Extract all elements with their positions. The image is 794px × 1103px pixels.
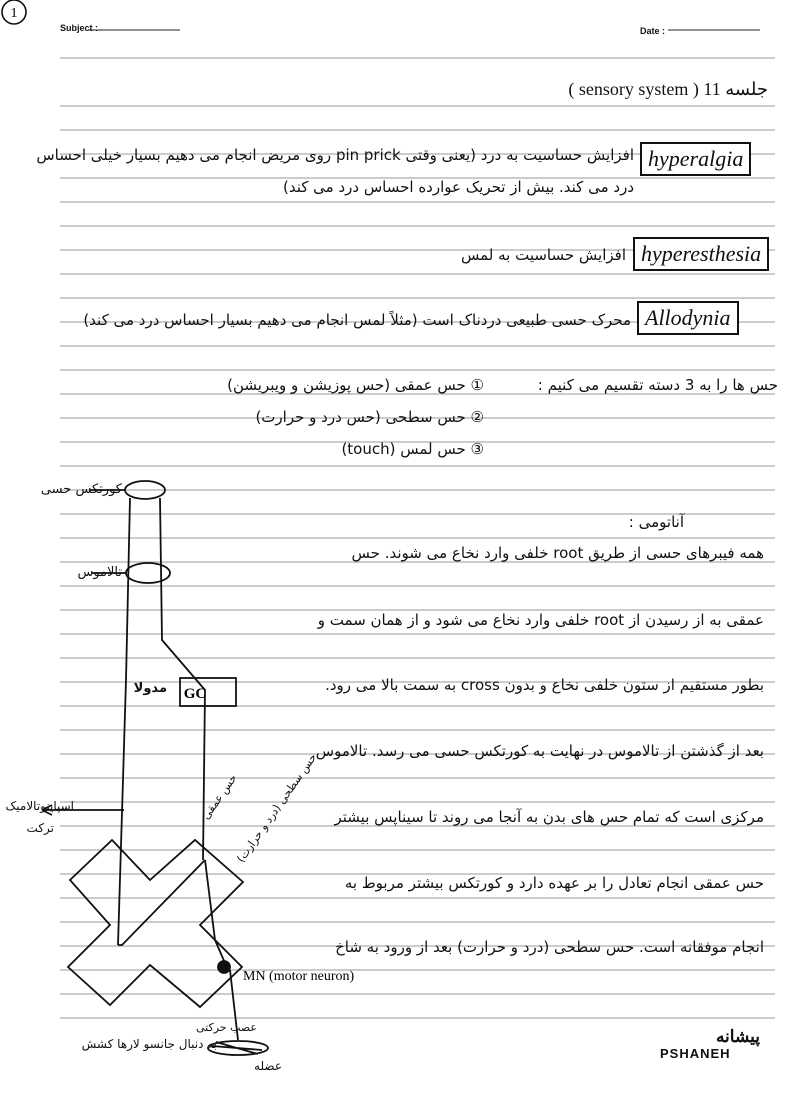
cross-line bbox=[118, 860, 205, 945]
term-box-hyperesthesia: hyperesthesia bbox=[633, 237, 769, 271]
classification-item-1: ① حس عمقی (حس پوزیشن و ویبریشن) bbox=[227, 376, 484, 394]
cortex-ellipse bbox=[125, 481, 165, 499]
hyperalgia-def-line2: درد می کند. بیش از تحریک عوارده احساس درد می کند) bbox=[283, 178, 634, 196]
label-medulla: مدولا bbox=[133, 681, 167, 696]
term-box-allodynia: Allodynia bbox=[637, 301, 739, 335]
anatomy-line-1: همه فیبرهای حسی از طریق root خلفی وارد نخاع می شوند. حس bbox=[351, 544, 764, 562]
page-title: جلسه 11 ( sensory system ) bbox=[568, 79, 768, 99]
term-box-hyperalgia: hyperalgia bbox=[640, 142, 751, 176]
label-deep-sense: حس عمقی bbox=[199, 771, 240, 822]
anatomy-line-4: بعد از گذشتن از تالاموس در نهایت به کورتکس حسی می رسد. تالاموس bbox=[315, 742, 764, 760]
tract-right bbox=[160, 498, 205, 860]
anatomy-heading: آناتومی : bbox=[628, 513, 684, 531]
logo-persian: پیشانه bbox=[715, 1027, 760, 1046]
label-muscle: عضله bbox=[254, 1059, 282, 1073]
label-tract: ترکت bbox=[26, 821, 54, 835]
classification-item-3: ③ حس لمس (touch) bbox=[341, 440, 484, 458]
motor-neuron-dot bbox=[218, 961, 230, 973]
cross-shape bbox=[68, 840, 243, 1007]
hyperesthesia-def: افزایش حساسیت به لمس bbox=[460, 246, 626, 264]
label-nerve: عصب حرکتی bbox=[196, 1021, 257, 1034]
subject-label: Subject : bbox=[60, 23, 99, 33]
classification-intro: حس ها را به 3 دسته تقسیم می کنیم : bbox=[537, 376, 778, 394]
anatomy-line-3: بطور مستقیم از ستون خلفی نخاع و بدون cross به سمت بالا می رود. bbox=[325, 676, 764, 694]
muscle-hatch bbox=[212, 1042, 262, 1054]
thalamus-ellipse bbox=[126, 563, 170, 583]
label-thalamus: تالاموس bbox=[77, 565, 122, 580]
anatomy-line-6: حس عمقی انجام تعادل را بر عهده دارد و کورتکس بیشتر مربوط به bbox=[344, 874, 764, 892]
svg-text:1: 1 bbox=[10, 6, 18, 21]
label-muscle-contraction: به دنبال جانسو لارها کشش bbox=[81, 1037, 217, 1051]
publisher-logo bbox=[660, 1028, 760, 1062]
anatomy-line-5: مرکزی است که تمام حس های بدن به آنجا می روند تا سیناپس بیشتر bbox=[334, 808, 764, 826]
page-number-badge bbox=[0, 0, 40, 30]
classification-item-2: ② حس سطحی (حس درد و حرارت) bbox=[255, 408, 484, 426]
date-label: Date : bbox=[640, 26, 666, 36]
anatomy-line-7: انجام موفقانه است. حس سطحی (درد و حرارت) بعد از ورود به شاخ bbox=[335, 938, 764, 956]
label-spinothalamic: اسپاینوتالامیک bbox=[5, 799, 74, 813]
label-surface-sense: حس سطحی (درد و حرارت) bbox=[234, 751, 320, 865]
cross-line-2 bbox=[205, 860, 228, 970]
label-cortex: کورتکس حسی bbox=[40, 482, 122, 497]
logo-latin: PSHANEH bbox=[660, 1046, 731, 1061]
motor-neuron-label: MN (motor neuron) bbox=[243, 969, 355, 984]
hyperalgia-def-line1: افزایش حساسیت به درد (یعنی وقتی pin prick روی مریض انجام می دهیم بسیار خیلی احساس bbox=[36, 146, 634, 164]
allodynia-def: محرک حسی طبیعی دردناک است (مثلاً لمس انجام می دهیم بسیار احساس درد می کند) bbox=[83, 311, 631, 329]
anatomy-line-2: عمقی به از رسیدن از root خلفی وارد نخاع می شود و از همان سمت و bbox=[317, 611, 764, 629]
sensory-pathway-diagram bbox=[0, 470, 400, 1090]
gc-label: GC bbox=[183, 686, 207, 702]
